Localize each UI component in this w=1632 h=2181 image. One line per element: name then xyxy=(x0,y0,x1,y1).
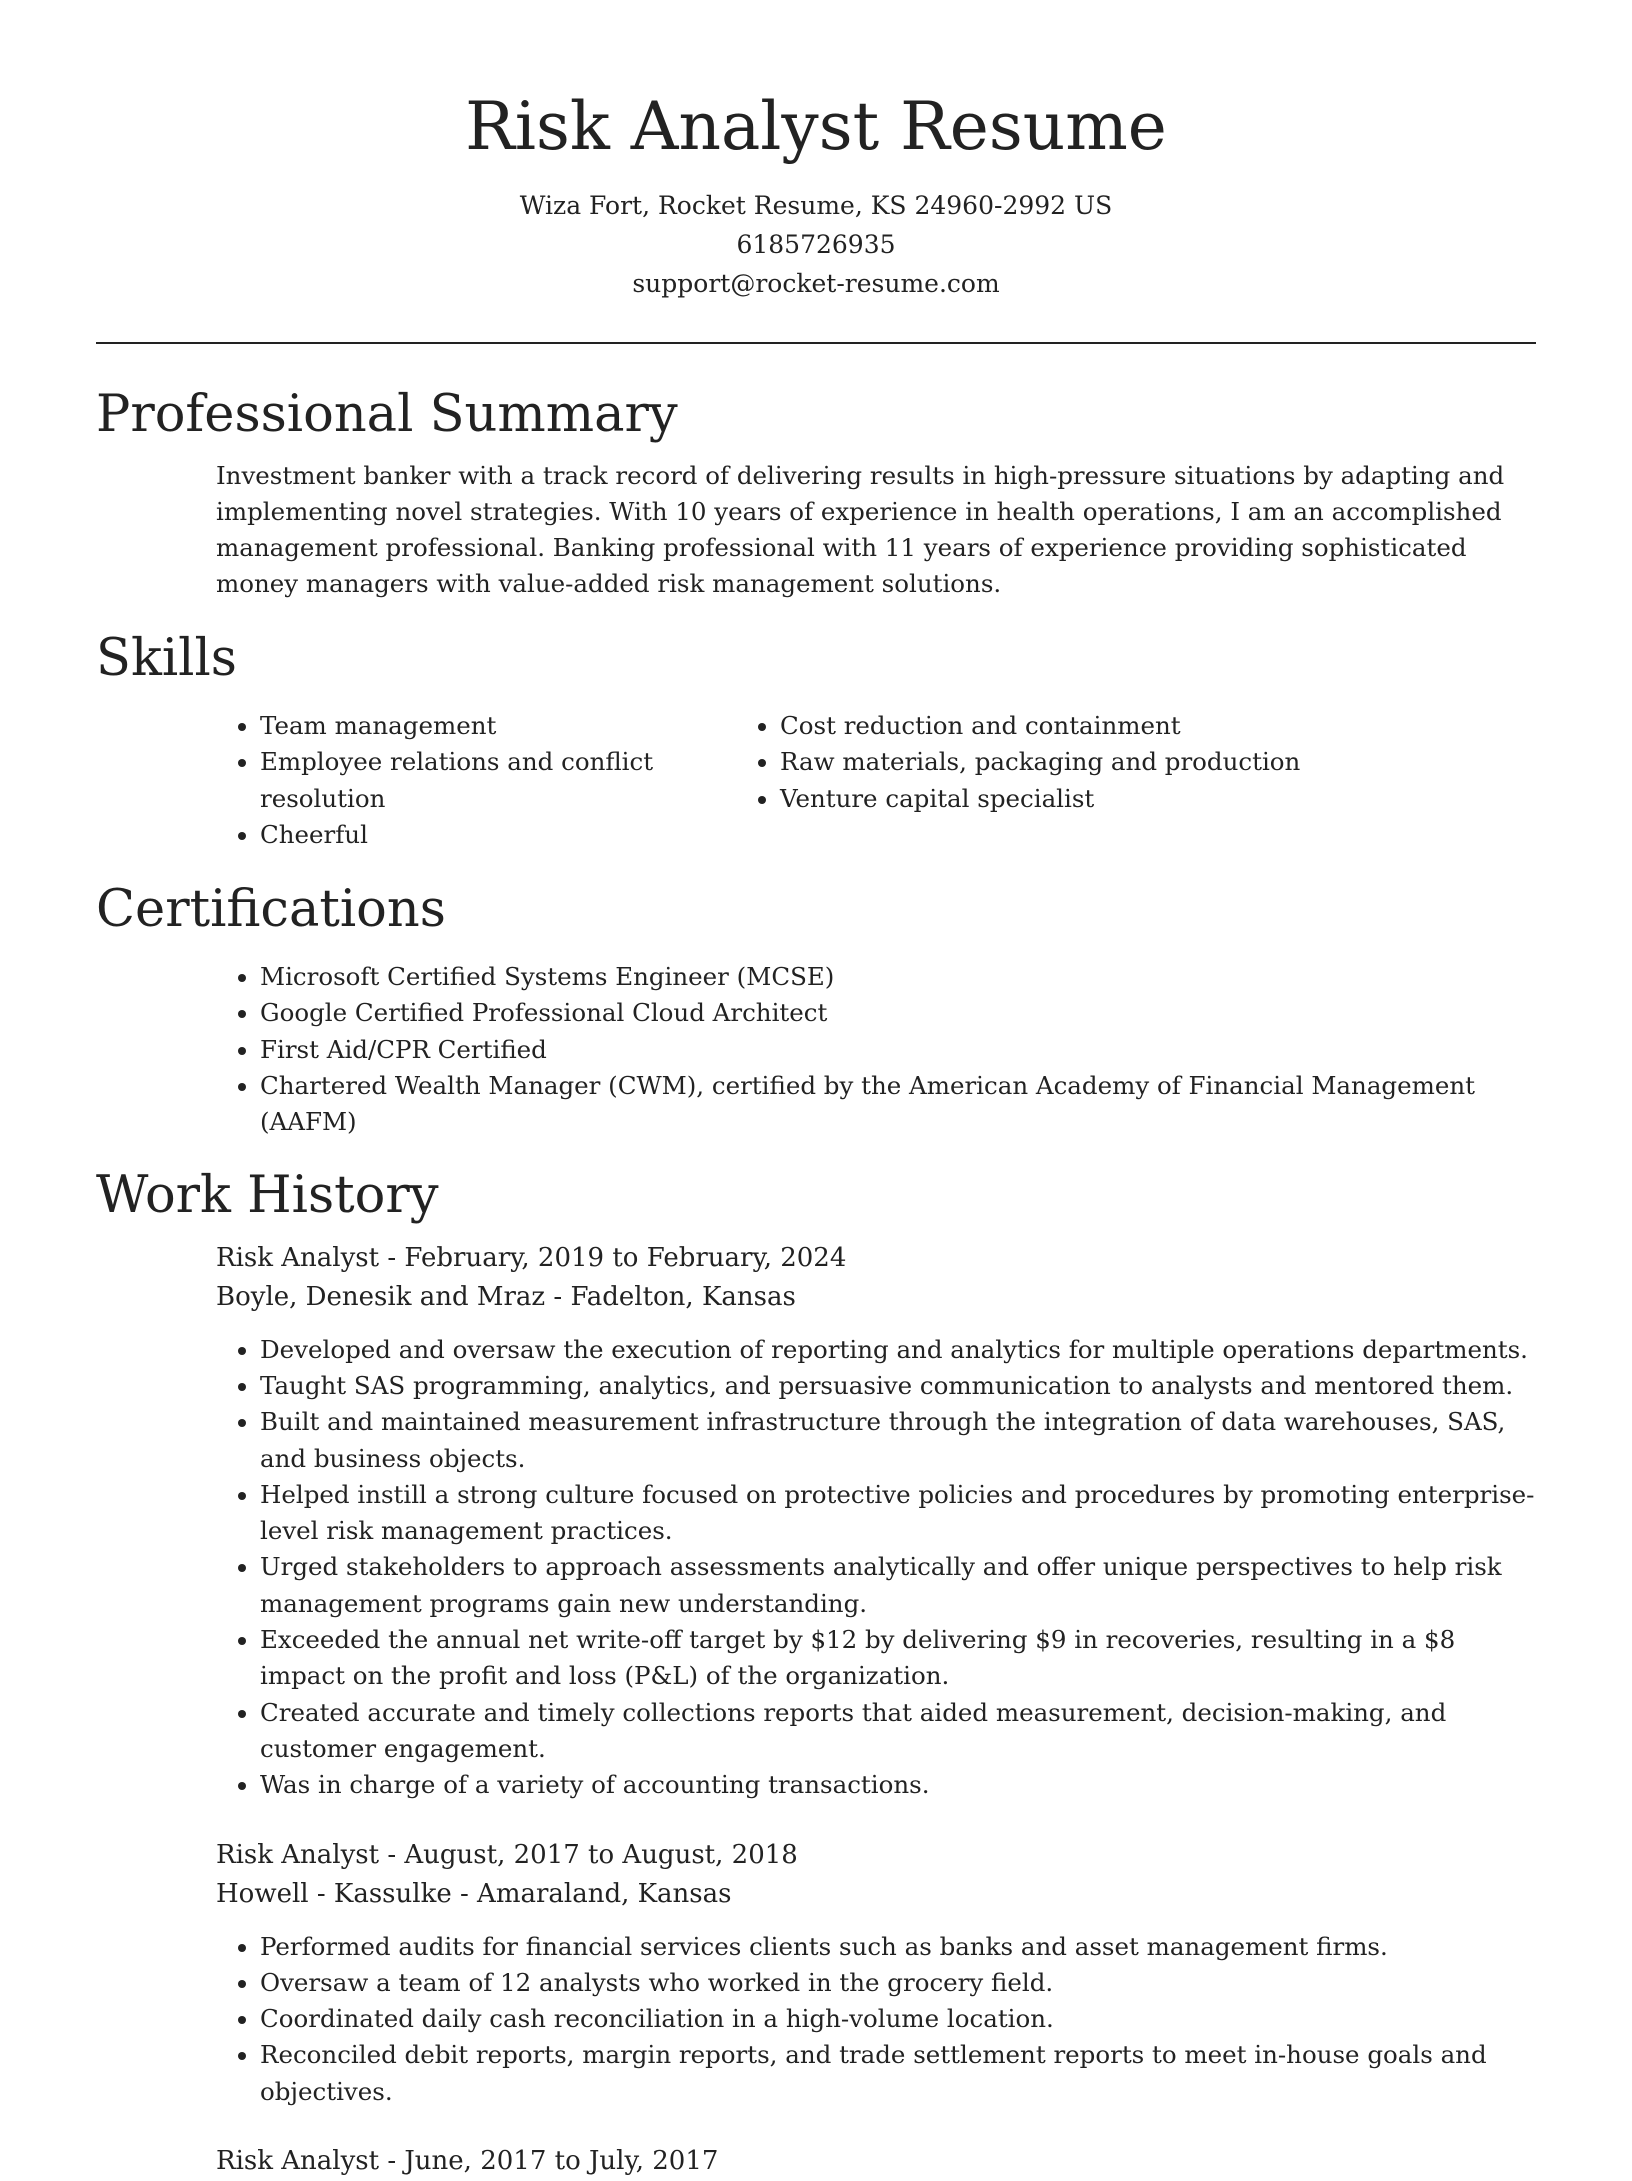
certifications-list xyxy=(96,959,1536,1140)
job-bullet: • Helped instill a strong culture focused on protective policies and procedures by promoting enterprise-level risk management practices. xyxy=(260,1477,1536,1550)
skill-item: • Venture capital specialist xyxy=(780,781,1300,817)
job-bullets xyxy=(216,1929,1536,2110)
skill-item: • Raw materials, packaging and production xyxy=(780,744,1300,780)
work-history-section xyxy=(96,1161,1536,2181)
job-entry xyxy=(216,2142,1536,2181)
skills-section xyxy=(96,624,1536,853)
contact-info xyxy=(0,186,1632,303)
certification-item: • Chartered Wealth Manager (CWM), certified by the American Academy of Financial Management (AAFM) xyxy=(260,1068,1536,1141)
job-bullet: • Oversaw a team of 12 analysts who worked in the grocery field. xyxy=(260,1965,1536,2001)
skills-column-right xyxy=(746,708,1300,853)
job-bullet: • Exceeded the annual net write-off target by $12 by delivering $9 in recoveries, resulting in a $8 impact on the profit and loss (P&L) of the organization. xyxy=(260,1622,1536,1695)
certifications-section xyxy=(96,875,1536,1140)
job-entry xyxy=(216,1239,1536,1804)
skills-column-left xyxy=(96,708,746,853)
work-history-heading: Work History xyxy=(96,1165,439,1225)
job-bullets xyxy=(216,1332,1536,1804)
job-bullet: • Developed and oversaw the execution of reporting and analytics for multiple operations departments. xyxy=(260,1332,1536,1368)
job-bullet: • Coordinated daily cash reconciliation in a high-volume location. xyxy=(260,2001,1536,2037)
certifications-heading: Certifications xyxy=(96,880,446,940)
job-title-line: Risk Analyst - February, 2019 to February, 2024 xyxy=(216,1242,847,1273)
job-entry xyxy=(216,1836,1536,2110)
skill-item: • Employee relations and conflict resolution xyxy=(260,744,746,817)
job-bullet: • Performed audits for financial services clients such as banks and asset management firms. xyxy=(260,1929,1536,1965)
job-title-line: Risk Analyst - August, 2017 to August, 2018 xyxy=(216,1839,798,1870)
summary-text: Investment banker with a track record of delivering results in high-pressure situations by adapting and implementing novel strategies. With 10 years of experience in health operations, I am an accomplished management professional. Banking professional with 11 years of experience providing sophisticated money managers with value-added risk management solutions. xyxy=(216,461,1505,598)
job-bullet: • Built and maintained measurement infrastructure through the integration of data warehouses, SAS, and business objects. xyxy=(260,1404,1536,1477)
skill-item: • Cost reduction and containment xyxy=(780,708,1300,744)
job-company-line: Boyle, Denesik and Mraz - Fadelton, Kansas xyxy=(216,1281,796,1312)
job-bullet: • Urged stakeholders to approach assessments analytically and offer unique perspectives to help risk management programs gain new understanding. xyxy=(260,1549,1536,1622)
skill-item: • Team management xyxy=(260,708,746,744)
job-bullet: • Was in charge of a variety of accounting transactions. xyxy=(260,1767,1536,1803)
contact-address: Wiza Fort, Rocket Resume, KS 24960-2992 US xyxy=(519,191,1113,220)
certification-item: • Microsoft Certified Systems Engineer (MCSE) xyxy=(260,959,1536,995)
job-bullet: • Created accurate and timely collections reports that aided measurement, decision-making, and customer engagement. xyxy=(260,1695,1536,1768)
contact-phone: 6185726935 xyxy=(736,230,896,259)
header-divider xyxy=(96,342,1536,344)
summary-heading: Professional Summary xyxy=(96,385,678,444)
job-bullet: • Taught SAS programming, analytics, and persuasive communication to analysts and mentored them. xyxy=(260,1368,1536,1404)
contact-email: support@rocket-resume.com xyxy=(632,269,1000,298)
job-bullet: • Reconciled debit reports, margin reports, and trade settlement reports to meet in-house goals and objectives. xyxy=(260,2037,1536,2110)
job-title-line: Risk Analyst - June, 2017 to July, 2017 xyxy=(216,2146,719,2177)
summary-section xyxy=(96,380,1536,602)
resume-body xyxy=(96,380,1536,2181)
certification-item: • First Aid/CPR Certified xyxy=(260,1032,1536,1068)
certification-item: • Google Certified Professional Cloud Architect xyxy=(260,995,1536,1031)
skills-list xyxy=(96,708,1536,853)
job-company-line: Howell - Kassulke - Amaraland, Kansas xyxy=(216,1878,732,1909)
resume-title: Risk Analyst Resume xyxy=(465,88,1167,165)
resume-header xyxy=(0,0,1632,303)
skills-heading: Skills xyxy=(96,629,237,688)
skill-item: • Cheerful xyxy=(260,817,746,853)
